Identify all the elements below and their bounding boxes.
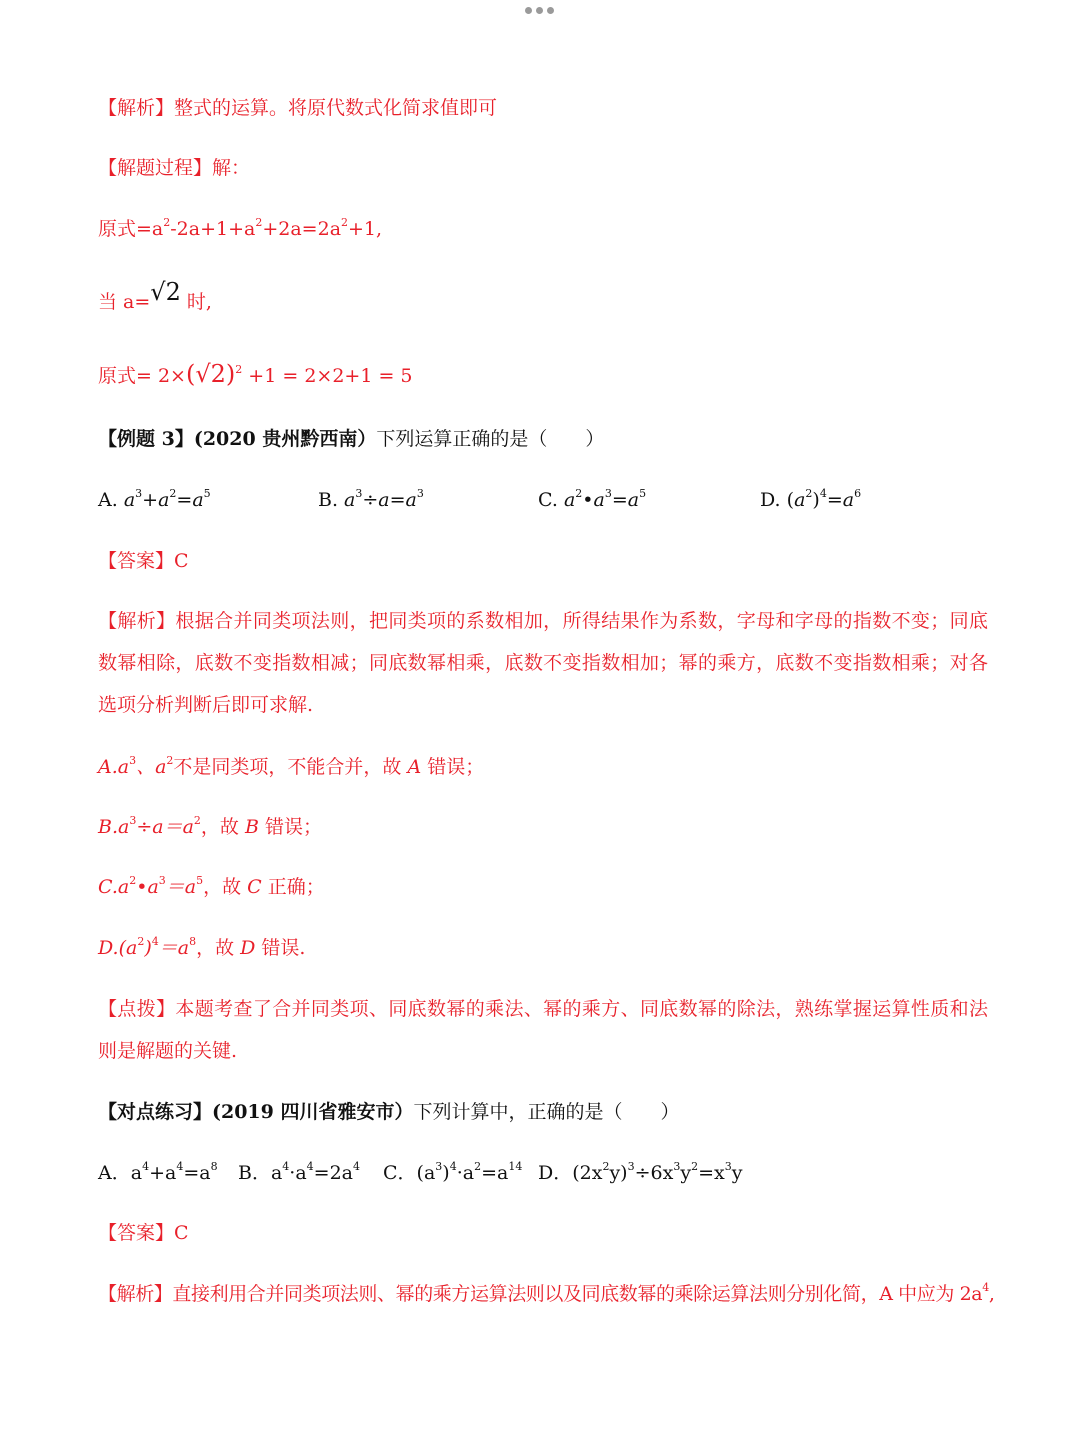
text: y bbox=[731, 1162, 743, 1184]
text: •a bbox=[136, 876, 159, 898]
option-a bbox=[98, 486, 211, 514]
text: a bbox=[378, 489, 390, 511]
dot bbox=[525, 7, 532, 14]
text: A. bbox=[98, 489, 124, 511]
analysis-line-1: 【解析】整式的运算。将原代数式化简求值即可 bbox=[98, 97, 498, 119]
exp: 2 bbox=[602, 1160, 610, 1173]
answer-1: 【答案】C bbox=[98, 550, 189, 572]
question-text: 下列运算正确的是（ ） bbox=[376, 428, 605, 450]
text: ( bbox=[786, 489, 795, 511]
exp: 3 bbox=[416, 487, 424, 500]
practice-option-c bbox=[383, 1159, 522, 1187]
text: -2a+1+a bbox=[170, 218, 256, 240]
text: A bbox=[407, 756, 422, 778]
exp: 3 bbox=[355, 487, 363, 500]
text: 错误； bbox=[258, 816, 322, 838]
text: a bbox=[405, 489, 417, 511]
exp: 3 bbox=[129, 814, 137, 827]
text: ＝a bbox=[158, 937, 190, 959]
exp: 2 bbox=[193, 814, 201, 827]
exp: 2 bbox=[691, 1160, 699, 1173]
text: 正确； bbox=[261, 876, 325, 898]
practice-option-d bbox=[538, 1159, 742, 1187]
exp: 4 bbox=[449, 1160, 457, 1173]
exp: 2 bbox=[166, 754, 174, 767]
text: 当 a= bbox=[98, 291, 151, 313]
exp: 2 bbox=[341, 216, 349, 229]
text: 原式= 2× bbox=[98, 365, 186, 387]
text: +a bbox=[149, 1162, 177, 1184]
practice-option-b bbox=[238, 1159, 360, 1187]
text: ＝a bbox=[165, 876, 197, 898]
text: ，故 bbox=[203, 876, 248, 898]
text: ·a bbox=[289, 1162, 307, 1184]
exp: 3 bbox=[673, 1160, 681, 1173]
text: C bbox=[247, 876, 262, 898]
text: • bbox=[582, 489, 594, 511]
text: ，故 bbox=[196, 937, 241, 959]
step-a bbox=[98, 753, 484, 781]
text: B bbox=[244, 816, 259, 838]
text: = bbox=[826, 489, 843, 511]
exp: 3 bbox=[604, 487, 612, 500]
exp: 6 bbox=[854, 487, 862, 500]
exp: 2 bbox=[575, 487, 583, 500]
text: B.a bbox=[98, 816, 130, 838]
text: y) bbox=[609, 1162, 628, 1184]
text: ，故 bbox=[200, 816, 245, 838]
condition-line bbox=[98, 278, 212, 316]
text: 错误. bbox=[255, 937, 306, 959]
text: A．a bbox=[98, 1162, 143, 1184]
text: 【解析】直接利用合并同类项法则、幂的乘方运算法则以及同底数幂的乘除运算法则分别化简，A 中应为 2a bbox=[98, 1283, 983, 1305]
exp: 3 bbox=[129, 754, 137, 767]
text: a bbox=[627, 489, 640, 511]
practice-label: 【对点练习】(2019 四川省雅安市） bbox=[98, 1101, 414, 1123]
text: ·a bbox=[456, 1162, 475, 1184]
text: 原式=a bbox=[98, 218, 164, 240]
exp: 3 bbox=[627, 1160, 635, 1173]
text: ) bbox=[144, 937, 152, 959]
text: ÷a＝a bbox=[136, 816, 194, 838]
text: ÷6x bbox=[634, 1162, 674, 1184]
exp: 3 bbox=[135, 487, 143, 500]
text: C．(a bbox=[383, 1162, 436, 1184]
exp: 8 bbox=[210, 1160, 218, 1173]
text: D．(2x bbox=[538, 1162, 603, 1184]
text: ) bbox=[442, 1162, 450, 1184]
text: a bbox=[344, 489, 356, 511]
step-c bbox=[98, 873, 325, 901]
example-label: 【例题 3】(2020 贵州黔西南） bbox=[98, 428, 377, 450]
sqrt-expression: (√2) bbox=[185, 360, 236, 388]
text: +1, bbox=[348, 218, 383, 240]
exp: 14 bbox=[508, 1160, 523, 1173]
text: =2a bbox=[313, 1162, 354, 1184]
exp: 4 bbox=[282, 1160, 290, 1173]
practice-heading bbox=[98, 1098, 680, 1126]
exp: 5 bbox=[196, 874, 204, 887]
dot bbox=[536, 7, 543, 14]
exp: 4 bbox=[176, 1160, 184, 1173]
analysis-line-2 bbox=[98, 1280, 994, 1308]
text: a bbox=[123, 489, 136, 511]
example-3-heading bbox=[98, 425, 604, 453]
exp: 2 bbox=[255, 216, 263, 229]
answer-2: 【答案】C bbox=[98, 1222, 189, 1244]
step-b bbox=[98, 813, 322, 841]
exp: 5 bbox=[203, 487, 211, 500]
text: = bbox=[176, 489, 193, 511]
text: 、a bbox=[136, 756, 167, 778]
text: , bbox=[988, 1283, 995, 1305]
text: a bbox=[842, 489, 855, 511]
exp: 2 bbox=[474, 1160, 482, 1173]
tip-paragraph: 【点拨】本题考查了合并同类项、同底数幂的乘法、幂的乘方、同底数幂的除法，熟练掌握运算性质和法则是解题的关键. bbox=[98, 998, 988, 1062]
text: =a bbox=[183, 1162, 211, 1184]
option-b bbox=[318, 486, 424, 514]
exp: 4 bbox=[819, 487, 827, 500]
exp: 4 bbox=[982, 1281, 989, 1294]
option-d bbox=[760, 486, 861, 514]
exp: 8 bbox=[189, 935, 197, 948]
exp: 3 bbox=[158, 874, 166, 887]
exp: 2 bbox=[163, 216, 171, 229]
text: C.a bbox=[98, 876, 130, 898]
practice-option-a bbox=[98, 1159, 218, 1187]
text: a bbox=[593, 489, 605, 511]
exp: 4 bbox=[142, 1160, 150, 1173]
exp: 4 bbox=[353, 1160, 361, 1173]
text: D. bbox=[760, 489, 787, 511]
more-options-icon[interactable] bbox=[525, 7, 554, 14]
text: A.a bbox=[98, 756, 130, 778]
text: 不是同类项，不能合并，故 bbox=[173, 756, 408, 778]
text: ÷ bbox=[362, 489, 379, 511]
formula-line-1 bbox=[98, 215, 382, 243]
analysis-paragraph-1: 【解析】根据合并同类项法则，把同类项的系数相加，所得结果作为系数，字母和字母的指数不变；同底数幂相除，底数不变指数相减；同底数幂相乘，底数不变指数相加；幂的乘方，底数不变指数相乘；对各选项分析判断后即可求解. bbox=[98, 610, 988, 716]
option-c bbox=[538, 486, 646, 514]
exp: 2 bbox=[805, 487, 813, 500]
dot bbox=[547, 7, 554, 14]
solution-heading: 【解题过程】解： bbox=[98, 157, 251, 179]
text: =x bbox=[698, 1162, 725, 1184]
text: y bbox=[680, 1162, 692, 1184]
text: 时, bbox=[180, 291, 212, 313]
exp: 2 bbox=[235, 363, 243, 376]
text: a bbox=[563, 489, 576, 511]
exp: 2 bbox=[169, 487, 177, 500]
question-text: 下列计算中，正确的是（ ） bbox=[413, 1101, 680, 1123]
exp: 2 bbox=[137, 935, 145, 948]
text: a bbox=[794, 489, 806, 511]
formula-line-2 bbox=[98, 360, 413, 390]
text: 错误； bbox=[421, 756, 485, 778]
exp: 3 bbox=[724, 1160, 732, 1173]
text: C. bbox=[538, 489, 564, 511]
text: D.(a bbox=[98, 937, 138, 959]
text: a bbox=[192, 489, 204, 511]
text: +2a=2a bbox=[262, 218, 342, 240]
text: a bbox=[158, 489, 170, 511]
exp: 5 bbox=[639, 487, 647, 500]
text: ) bbox=[812, 489, 820, 511]
exp: 4 bbox=[306, 1160, 314, 1173]
text: = bbox=[389, 489, 406, 511]
text: +1 = 2×2+1 = 5 bbox=[242, 365, 413, 387]
text: = bbox=[611, 489, 628, 511]
exp: 2 bbox=[129, 874, 137, 887]
text: B. bbox=[318, 489, 345, 511]
text: + bbox=[142, 489, 159, 511]
exp: 3 bbox=[435, 1160, 443, 1173]
step-d bbox=[98, 934, 305, 962]
text: =a bbox=[481, 1162, 509, 1184]
exp: 4 bbox=[151, 935, 159, 948]
sqrt-expression: √2 bbox=[150, 278, 181, 306]
text: B．a bbox=[238, 1162, 283, 1184]
text: D bbox=[240, 937, 256, 959]
